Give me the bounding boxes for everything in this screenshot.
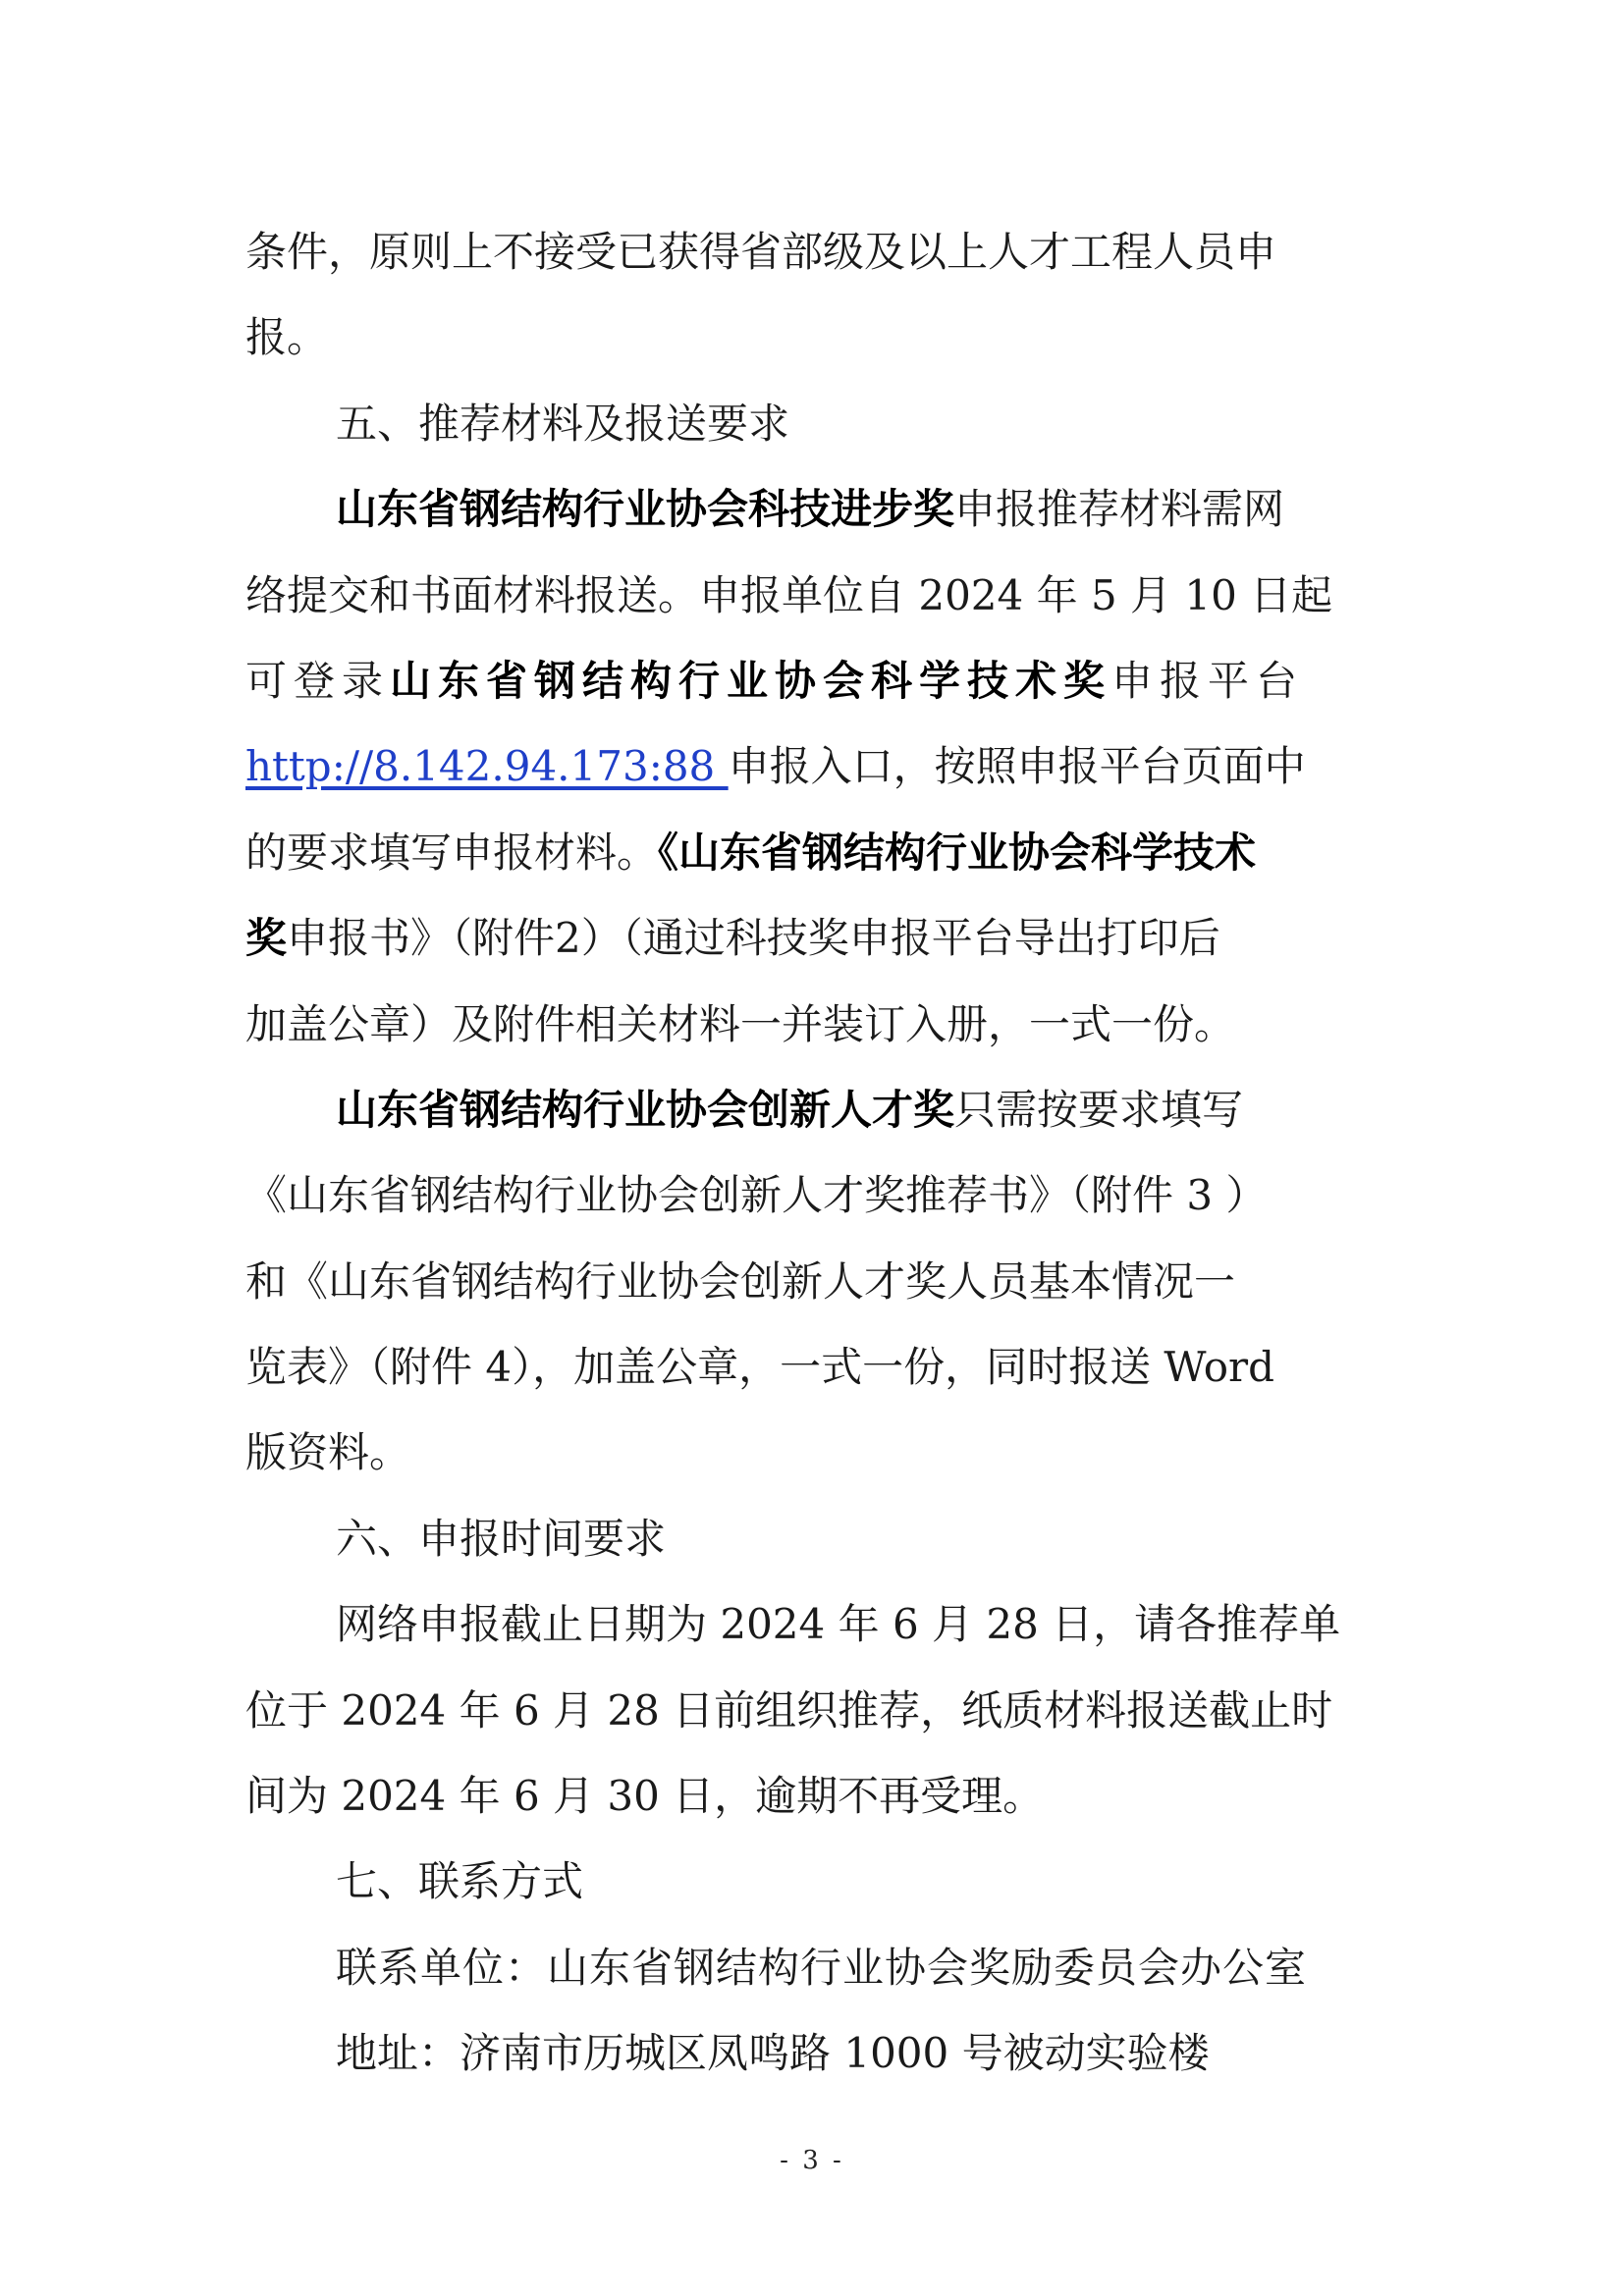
deadline-line-1 (245, 1581, 1388, 1667)
talent-award-line-3 (245, 1239, 1388, 1324)
talent-award-line-5 (245, 1410, 1388, 1495)
document-body (245, 209, 1388, 2097)
talent-award-line-4 (245, 1324, 1388, 1410)
text-run: 申报推荐材料需网 (954, 485, 1285, 534)
deadline-line-3 (245, 1753, 1388, 1839)
bold-text-run: 山东省钢结构行业协会科学技术奖 (390, 656, 1112, 705)
text-run: 报。 (245, 313, 329, 362)
text-run: 五、推荐材料及报送要求 (336, 399, 790, 448)
text-run: 间为 2024 年 6 月 30 日，逾期不再受理。 (245, 1772, 1045, 1821)
section-7-heading (245, 1839, 1388, 1924)
text-run: 位于 2024 年 6 月 28 日前组织推荐，纸质材料报送截止时 (245, 1685, 1333, 1735)
text-run: 网络申报截止日期为 2024 年 6 月 28 日，请各推荐单 (336, 1600, 1341, 1649)
text-run: 六、申报时间要求 (336, 1514, 667, 1563)
section-6-heading (245, 1496, 1388, 1581)
contact-address-line (245, 2010, 1388, 2096)
text-run: 申报入口，按照申报平台页面中 (728, 742, 1306, 791)
section-5-heading (245, 381, 1388, 466)
text-run: 的要求填写申报材料。 (245, 828, 659, 877)
text-run: 和《山东省钢结构行业协会创新人才奖人员基本情况一 (245, 1256, 1236, 1306)
talent-award-line-2 (245, 1152, 1388, 1238)
bold-text-run: 山东省钢结构行业协会科技进步奖 (336, 485, 955, 534)
text-run: 览表》（附件 4），加盖公章，一式一份，同时报送 Word (245, 1343, 1274, 1392)
condition-line (245, 209, 1388, 294)
bold-text-run: 奖 (245, 914, 288, 963)
progress-award-line-2 (245, 553, 1388, 638)
text-run: 条件，原则上不接受已获得省部级及以上人才工程人员申 (245, 228, 1277, 276)
text-run: 申报书》（附件2）（通过科技奖申报平台导出打印后 (287, 914, 1220, 963)
text-run: 加盖公章）及附件相关材料一并装订入册，一式一份。 (245, 999, 1236, 1048)
text-run: 七、联系方式 (336, 1857, 584, 1906)
contact-unit-line (245, 1925, 1388, 2010)
progress-award-line-7 (245, 982, 1388, 1067)
text-run: 联系单位：山东省钢结构行业协会奖励委员会办公室 (336, 1943, 1308, 1992)
bold-text-run: 《山东省钢结构行业协会科学技术 (658, 828, 1257, 877)
platform-url-link[interactable]: http://8.142.94.173:88 (245, 742, 729, 791)
text-run: 地址：济南市历城区凤鸣路 1000 号被动实验楼 (336, 2029, 1210, 2078)
progress-award-line-1 (245, 466, 1388, 552)
text-run: 可登录 (245, 656, 391, 705)
progress-award-line-6 (245, 895, 1388, 981)
text-run: 申报平台 (1111, 656, 1305, 705)
text-run: 版资料。 (245, 1428, 411, 1477)
text-run: 只需按要求填写 (954, 1085, 1244, 1134)
progress-award-line-3 (245, 638, 1388, 723)
condition-line-end (245, 294, 1388, 380)
progress-award-line-5 (245, 810, 1388, 895)
bold-text-run: 山东省钢结构行业协会创新人才奖 (336, 1085, 955, 1134)
text-run: 《山东省钢结构行业协会创新人才奖推荐书》（附件 3 ） (245, 1171, 1268, 1220)
platform-url-line (245, 723, 1388, 809)
text-run: 络提交和书面材料报送。申报单位自 2024 年 5 月 10 日起 (245, 570, 1333, 619)
talent-award-line-1 (245, 1067, 1388, 1152)
page-number: - 3 - (780, 2146, 844, 2175)
deadline-line-2 (245, 1668, 1388, 1753)
